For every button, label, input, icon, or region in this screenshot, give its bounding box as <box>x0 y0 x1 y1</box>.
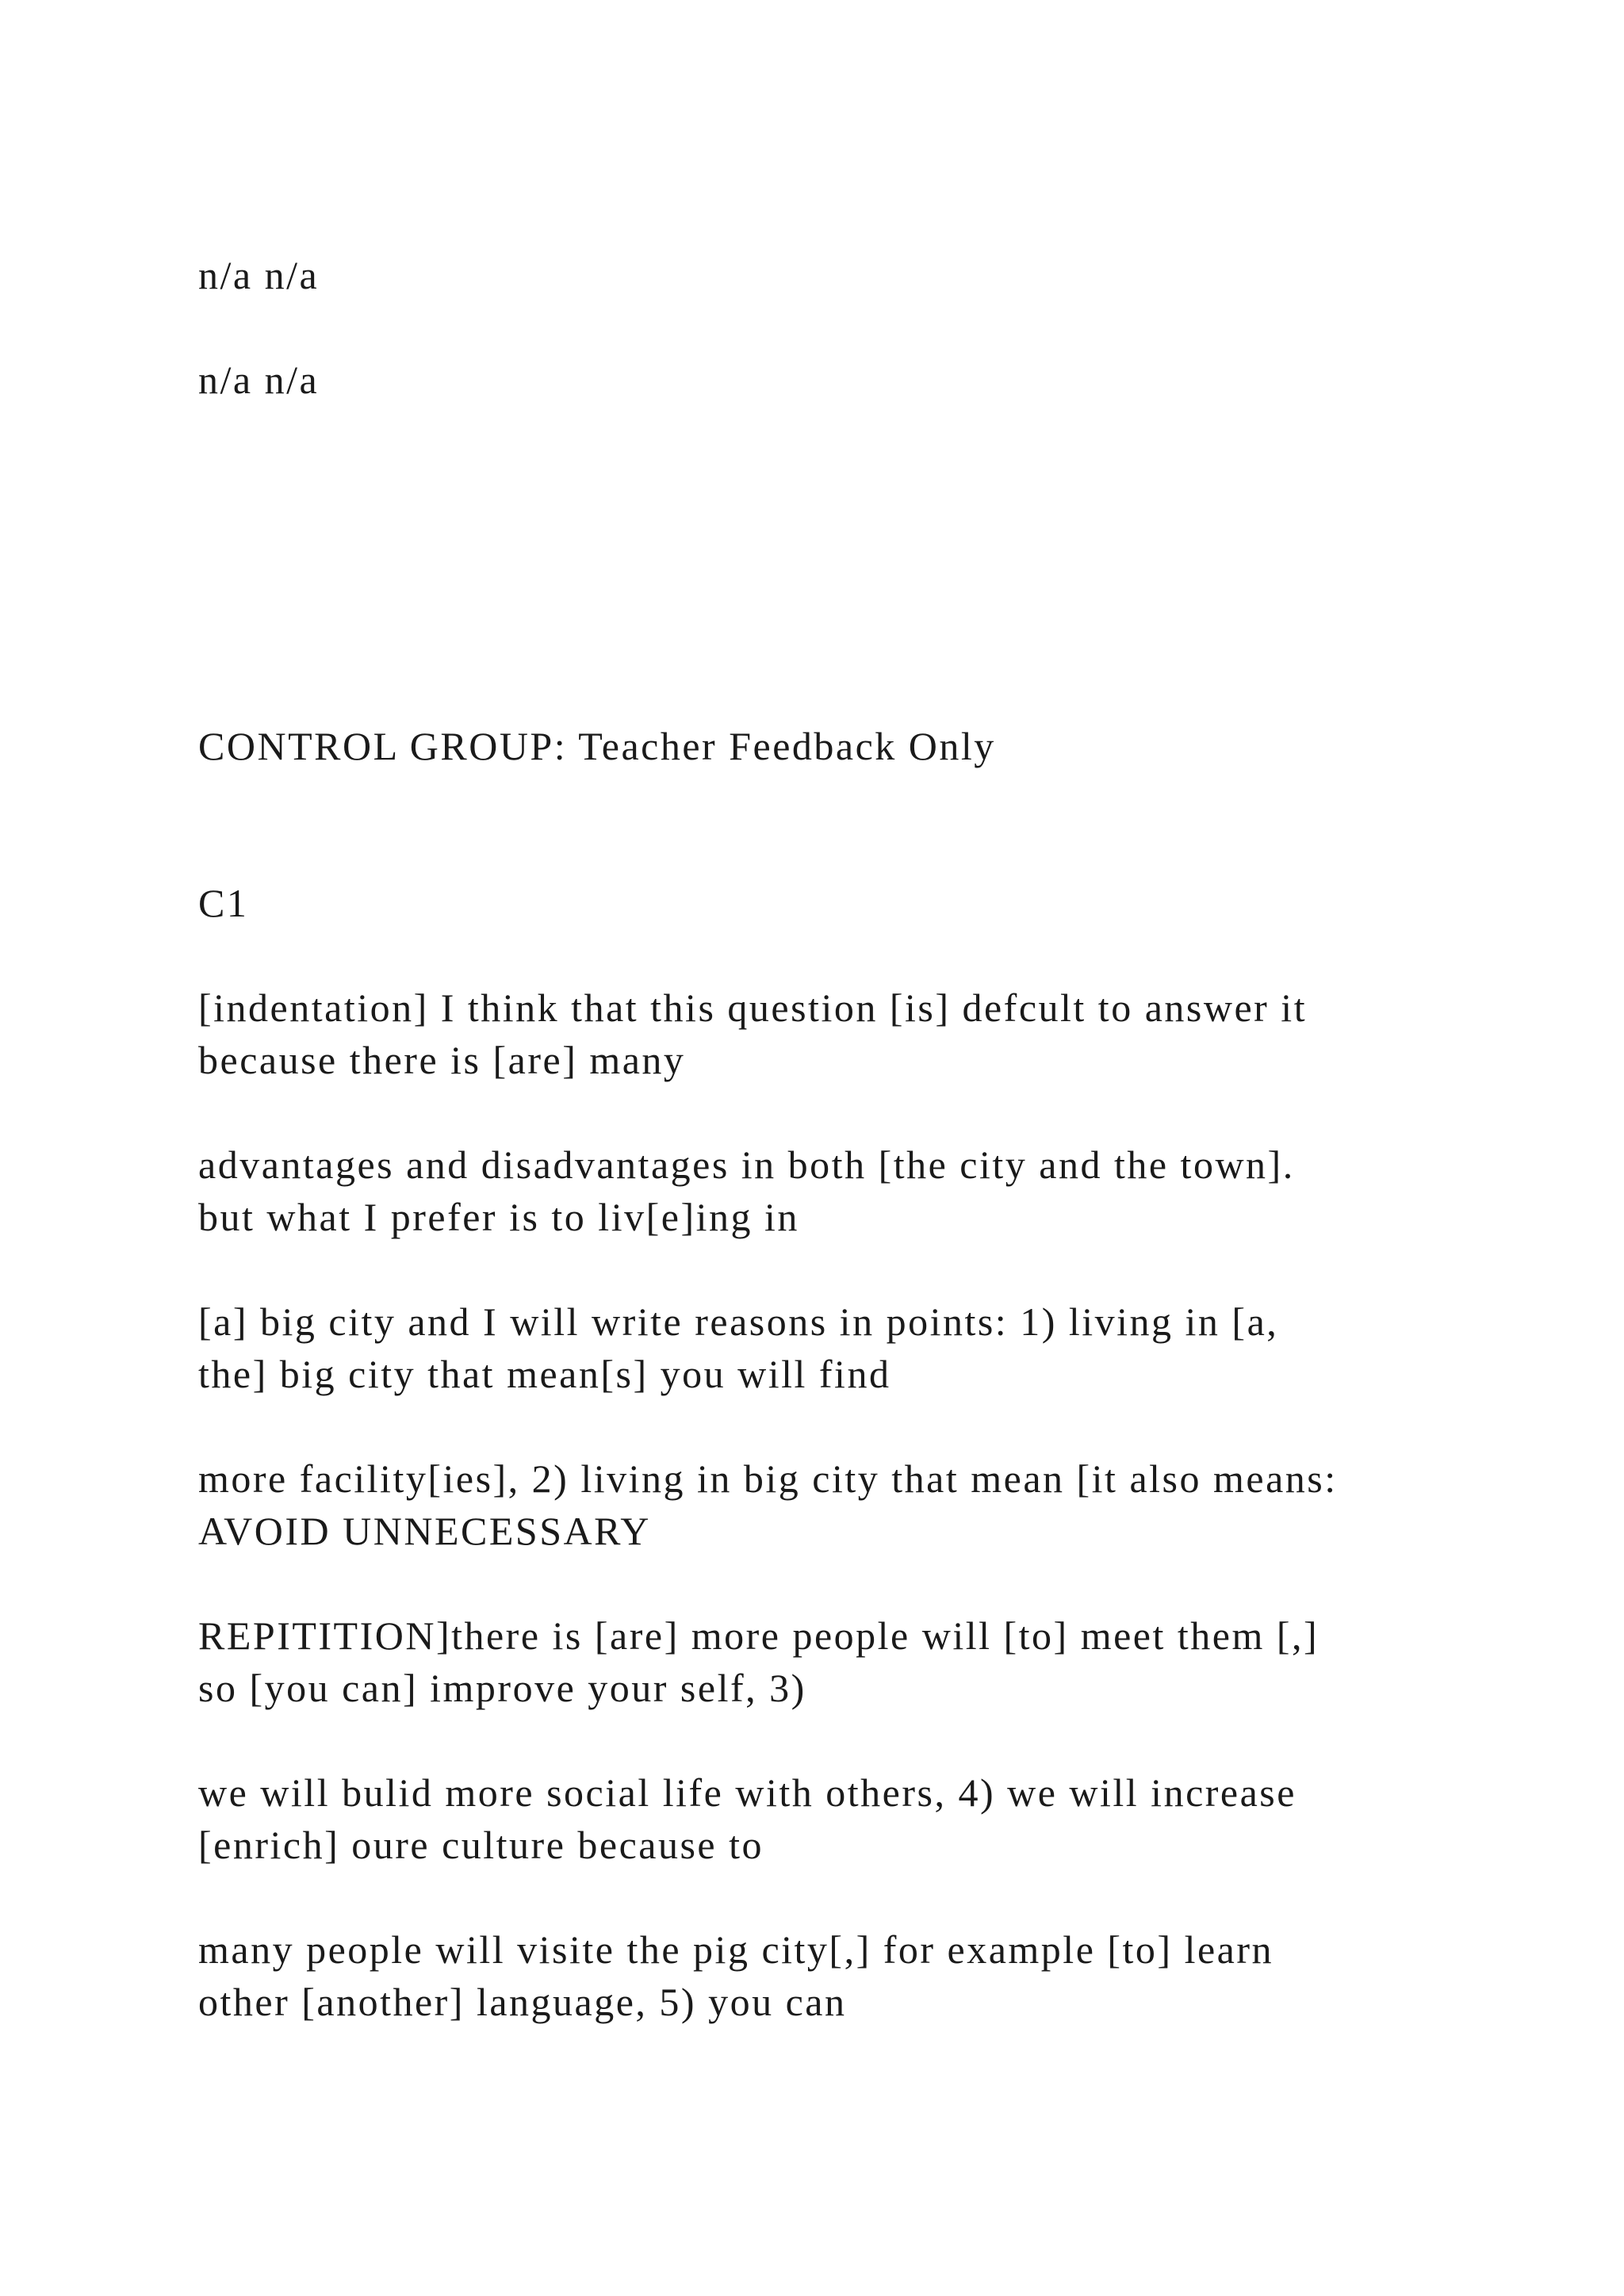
paragraph-line: more facility[ies], 2) living in big city that mean [it also means: <box>198 1456 1338 1501</box>
paragraph-3 <box>198 1295 1546 1400</box>
paragraph-line: [enrich] oure culture because to <box>198 1823 764 1867</box>
paragraph-4 <box>198 1452 1546 1557</box>
paragraph-line: we will bulid more social life with others, 4) we will increase <box>198 1770 1297 1815</box>
sample-id: C1 <box>198 881 249 925</box>
paragraph-1 <box>198 982 1546 1086</box>
paragraph-line: because there is [are] many <box>198 1038 686 1082</box>
paragraph-line: [indentation] I think that this question [is] defcult to answer it <box>198 985 1308 1030</box>
paragraph-7 <box>198 1923 1546 2028</box>
paragraph-line: many people will visite the pig city[,] for example [to] learn <box>198 1927 1274 1972</box>
paragraph-6 <box>198 1766 1546 1871</box>
header-line-1: n/a n/a <box>198 253 320 297</box>
paragraph-line: REPITITION]there is [are] more people will [to] meet them [,] <box>198 1613 1320 1658</box>
paragraph-line: but what I prefer is to liv[e]ing in <box>198 1195 799 1239</box>
paragraph-line: advantages and disadvantages in both [the city and the town]. <box>198 1142 1295 1187</box>
paragraph-5 <box>198 1609 1546 1714</box>
paragraph-line: AVOID UNNECESSARY <box>198 1509 651 1553</box>
paragraph-line: the] big city that mean[s] you will find <box>198 1352 891 1396</box>
paragraph-2 <box>198 1138 1546 1243</box>
header-line-2: n/a n/a <box>198 358 320 402</box>
section-heading: CONTROL GROUP: Teacher Feedback Only <box>198 724 996 768</box>
paragraph-line: [a] big city and I will write reasons in points: 1) living in [a, <box>198 1299 1279 1344</box>
paragraph-line: other [another] language, 5) you can <box>198 1980 847 2024</box>
paragraph-line: so [you can] improve your self, 3) <box>198 1666 806 1710</box>
